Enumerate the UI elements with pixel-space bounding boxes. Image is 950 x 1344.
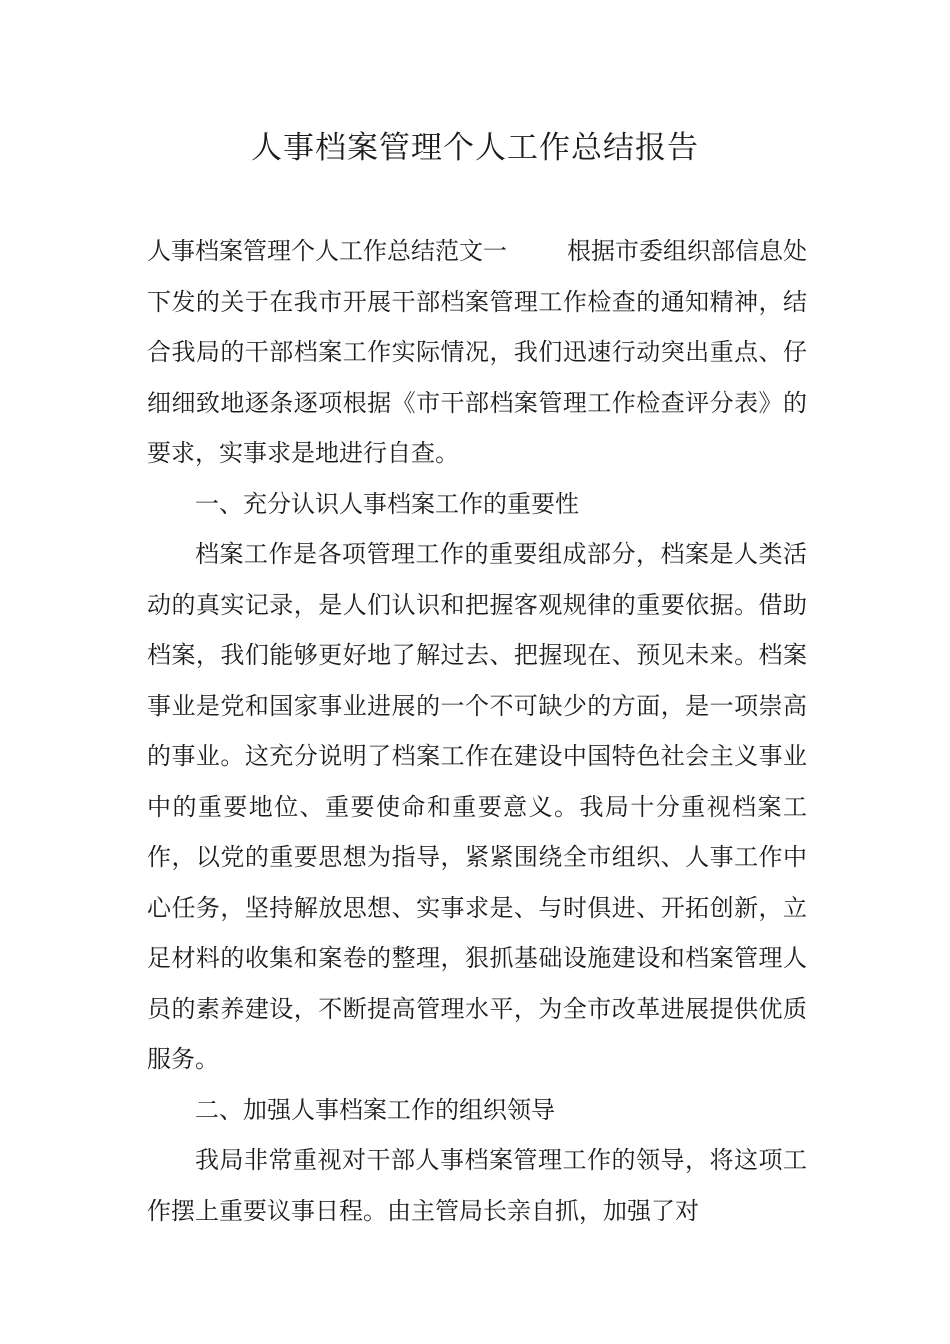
section-heading-1: 一、充分认识人事档案工作的重要性 (195, 489, 579, 518)
intro-text: 根据市委组织部信息处下发的关于在我市开展干部档案管理工作检查的通知精神，结合我局的干部档案工作实际情况，我们迅速行动突出重点、仔细细致地逐条逐项根据《市干部档案管理工作检查评分表》的要求，实事求是地进行自查。 (147, 237, 807, 467)
intro-paragraph (147, 226, 807, 479)
document-title: 人事档案管理个人工作总结报告 (251, 130, 699, 166)
section-paragraph-1: 档案工作是各项管理工作的重要组成部分，档案是人类活动的真实记录，是人们认识和把握客观规律的重要依据。借助档案，我们能够更好地了解过去、把握现在、预见未来。档案事业是党和国家事业进展的一个不可缺少的方面，是一项崇高的事业。这充分说明了档案工作在建设中国特色社会主义事业中的重要地位、重要使命和重要意义。我局十分重视档案工作，以党的重要思想为指导，紧紧围绕全市组织、人事工作中心任务，坚持解放思想、实事求是、与时俱进、开拓创新，立足材料的收集和案卷的整理，狠抓基础设施建设和档案管理人员的素养建设，不断提高管理水平，为全市改革进展提供优质服务。 (147, 540, 807, 1073)
document-body (147, 226, 807, 1236)
section-paragraph-2: 我局非常重视对干部人事档案管理工作的领导，将这项工作摆上重要议事日程。由主管局长亲自抓，加强了对 (147, 1146, 807, 1225)
section-heading-2: 二、加强人事档案工作的组织领导 (195, 1095, 555, 1124)
intro-label: 人事档案管理个人工作总结范文一 (147, 237, 507, 265)
